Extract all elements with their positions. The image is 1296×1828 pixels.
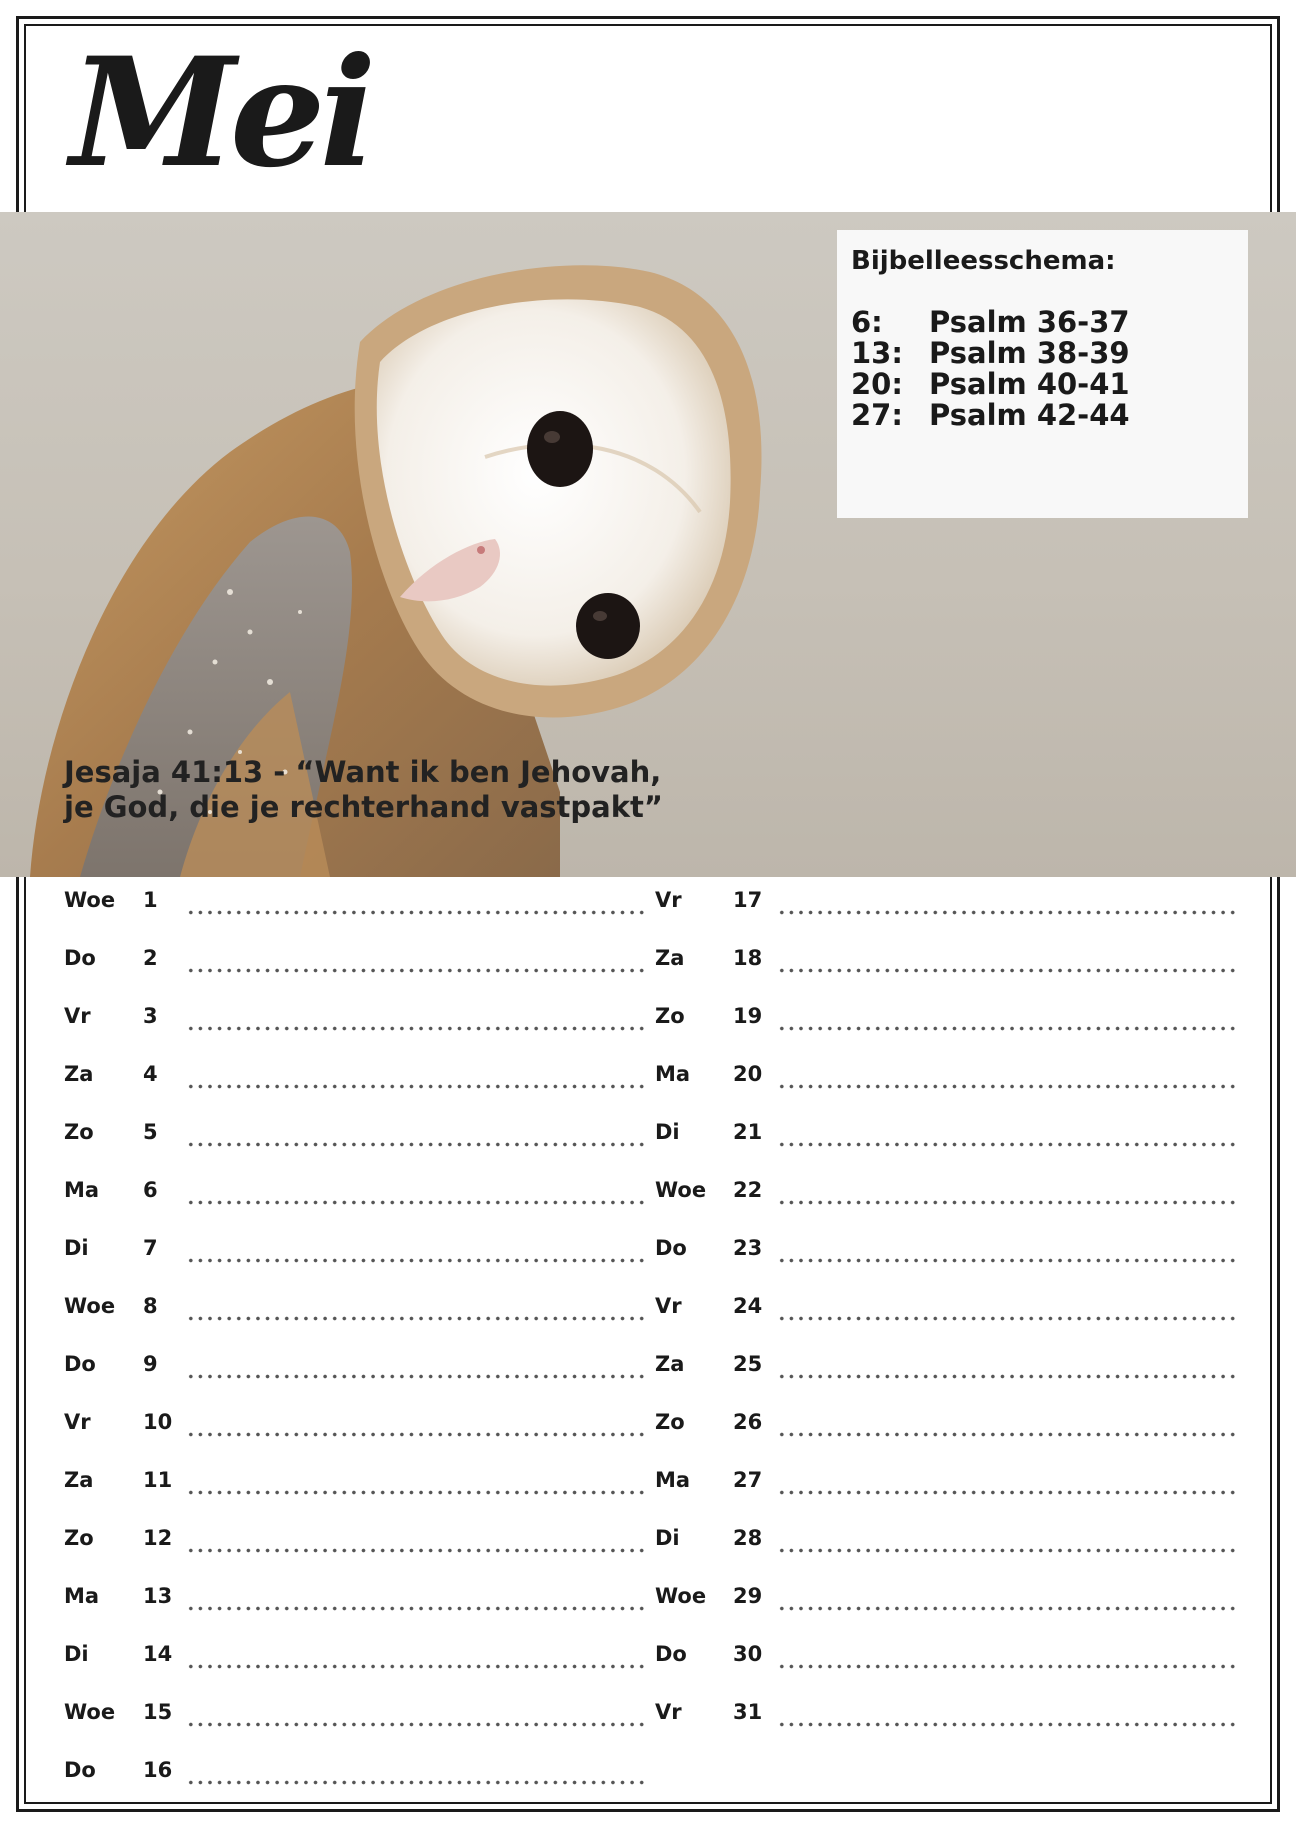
day-number: 3 [143,1004,158,1028]
weekday-label: Ma [655,1468,691,1492]
day-number: 24 [733,1294,763,1318]
day-row [655,1694,1237,1738]
day-row [64,1172,706,1216]
note-line[interactable] [186,1316,644,1321]
weekday-label: Do [64,1352,96,1376]
weekday-label: Vr [64,1410,91,1434]
day-number: 10 [143,1410,173,1434]
weekday-label: Vr [655,1700,682,1724]
note-line[interactable] [777,1200,1240,1205]
reading-text: Psalm 36-37 [929,305,1130,340]
reading-day: 6: [851,305,883,340]
note-line[interactable] [777,1432,1240,1437]
note-line[interactable] [186,1780,644,1785]
weekday-label: Vr [64,1004,91,1028]
day-number: 28 [733,1526,763,1550]
note-line[interactable] [777,1490,1240,1495]
day-row [655,1230,1237,1274]
day-row [655,1520,1237,1564]
day-number: 20 [733,1062,763,1086]
note-line[interactable] [186,1664,644,1669]
day-row [655,998,1237,1042]
day-row [64,998,706,1042]
day-number: 21 [733,1120,763,1144]
note-line[interactable] [186,1548,644,1553]
day-number: 9 [143,1352,158,1376]
reading-entry [851,307,1234,338]
weekday-label: Do [655,1642,687,1666]
day-row [64,1636,706,1680]
weekday-label: Di [655,1120,680,1144]
reading-text: Psalm 40-41 [929,367,1130,402]
note-line[interactable] [777,910,1240,915]
note-line[interactable] [186,1490,644,1495]
weekday-label: Za [64,1468,94,1492]
day-number: 5 [143,1120,158,1144]
day-number: 16 [143,1758,173,1782]
reading-entry [851,338,1234,369]
note-line[interactable] [186,1200,644,1205]
reading-entry [851,369,1234,400]
day-number: 30 [733,1642,763,1666]
weekday-label: Do [64,1758,96,1782]
day-number: 25 [733,1352,763,1376]
weekday-label: Woe [655,1178,707,1202]
note-line[interactable] [777,1258,1240,1263]
day-row [655,1288,1237,1332]
day-row [655,1404,1237,1448]
note-line[interactable] [186,1258,644,1263]
day-number: 6 [143,1178,158,1202]
reading-text: Psalm 42-44 [929,398,1130,433]
weekday-label: Woe [64,1700,116,1724]
day-number: 11 [143,1468,173,1492]
weekday-label: Di [64,1236,89,1260]
day-row [655,1346,1237,1390]
day-row [655,1578,1237,1622]
day-row [655,1056,1237,1100]
reading-text: Psalm 38-39 [929,336,1130,371]
weekday-label: Do [655,1236,687,1260]
weekday-label: Woe [64,888,116,912]
day-number: 17 [733,888,763,912]
day-number: 14 [143,1642,173,1666]
reading-day: 20: [851,367,903,402]
weekday-label: Zo [64,1120,94,1144]
day-number: 18 [733,946,763,970]
day-number: 7 [143,1236,158,1260]
note-line[interactable] [777,1548,1240,1553]
note-line[interactable] [186,1432,644,1437]
weekday-label: Za [655,1352,685,1376]
day-row [64,1520,706,1564]
day-row [64,1404,706,1448]
note-line[interactable] [777,1606,1240,1611]
day-row [64,1752,706,1796]
note-line[interactable] [186,910,644,915]
day-row [655,1172,1237,1216]
day-number: 4 [143,1062,158,1086]
note-line[interactable] [186,1142,644,1147]
weekday-label: Za [655,946,685,970]
day-row [64,1230,706,1274]
weekday-label: Woe [655,1584,707,1608]
note-line[interactable] [186,968,644,973]
weekday-label: Vr [655,1294,682,1318]
day-number: 15 [143,1700,173,1724]
note-line[interactable] [777,1664,1240,1669]
day-number: 8 [143,1294,158,1318]
weekday-label: Ma [64,1178,100,1202]
weekday-label: Di [64,1642,89,1666]
weekday-label: Zo [64,1526,94,1550]
note-line[interactable] [186,1722,644,1727]
note-line[interactable] [186,1026,644,1031]
day-row [64,1056,706,1100]
day-row [655,1462,1237,1506]
note-line[interactable] [777,1722,1240,1727]
note-line[interactable] [777,1316,1240,1321]
day-row [64,882,706,926]
day-row [64,940,706,984]
weekday-label: Zo [655,1410,685,1434]
day-number: 12 [143,1526,173,1550]
day-row [64,1346,706,1390]
note-line[interactable] [777,1084,1240,1089]
weekday-label: Ma [655,1062,691,1086]
day-number: 27 [733,1468,763,1492]
reading-entry [851,400,1234,431]
note-line[interactable] [777,1026,1240,1031]
note-line[interactable] [186,1374,644,1379]
note-line[interactable] [777,968,1240,973]
reading-schedule-panel [837,230,1248,518]
weekday-label: Za [64,1062,94,1086]
weekday-label: Di [655,1526,680,1550]
reading-day: 27: [851,398,903,433]
month-title: Mei [70,25,371,201]
day-row [64,1578,706,1622]
day-row [655,882,1237,926]
weekday-label: Woe [64,1294,116,1318]
day-number: 23 [733,1236,763,1260]
day-number: 13 [143,1584,173,1608]
bible-verse [64,755,764,825]
day-number: 22 [733,1178,763,1202]
reading-day: 13: [851,336,903,371]
note-line[interactable] [186,1606,644,1611]
reading-schedule-title: Bijbelleesschema: [851,246,1116,276]
day-row [655,1636,1237,1680]
day-row [64,1114,706,1158]
day-row [64,1694,706,1738]
day-number: 2 [143,946,158,970]
day-row [655,1114,1237,1158]
day-row [64,1288,706,1332]
weekday-label: Zo [655,1004,685,1028]
note-line[interactable] [186,1084,644,1089]
day-number: 19 [733,1004,763,1028]
day-number: 29 [733,1584,763,1608]
day-number: 26 [733,1410,763,1434]
verse-line-2: je God, die je rechterhand vastpakt” [64,790,663,824]
verse-line-1: Jesaja 41:13 - “Want ik ben Jehovah, [64,755,662,789]
note-line[interactable] [777,1374,1240,1379]
day-row [64,1462,706,1506]
day-row [655,940,1237,984]
day-number: 31 [733,1700,763,1724]
weekday-label: Do [64,946,96,970]
note-line[interactable] [777,1142,1240,1147]
weekday-label: Vr [655,888,682,912]
weekday-label: Ma [64,1584,100,1608]
day-number: 1 [143,888,158,912]
